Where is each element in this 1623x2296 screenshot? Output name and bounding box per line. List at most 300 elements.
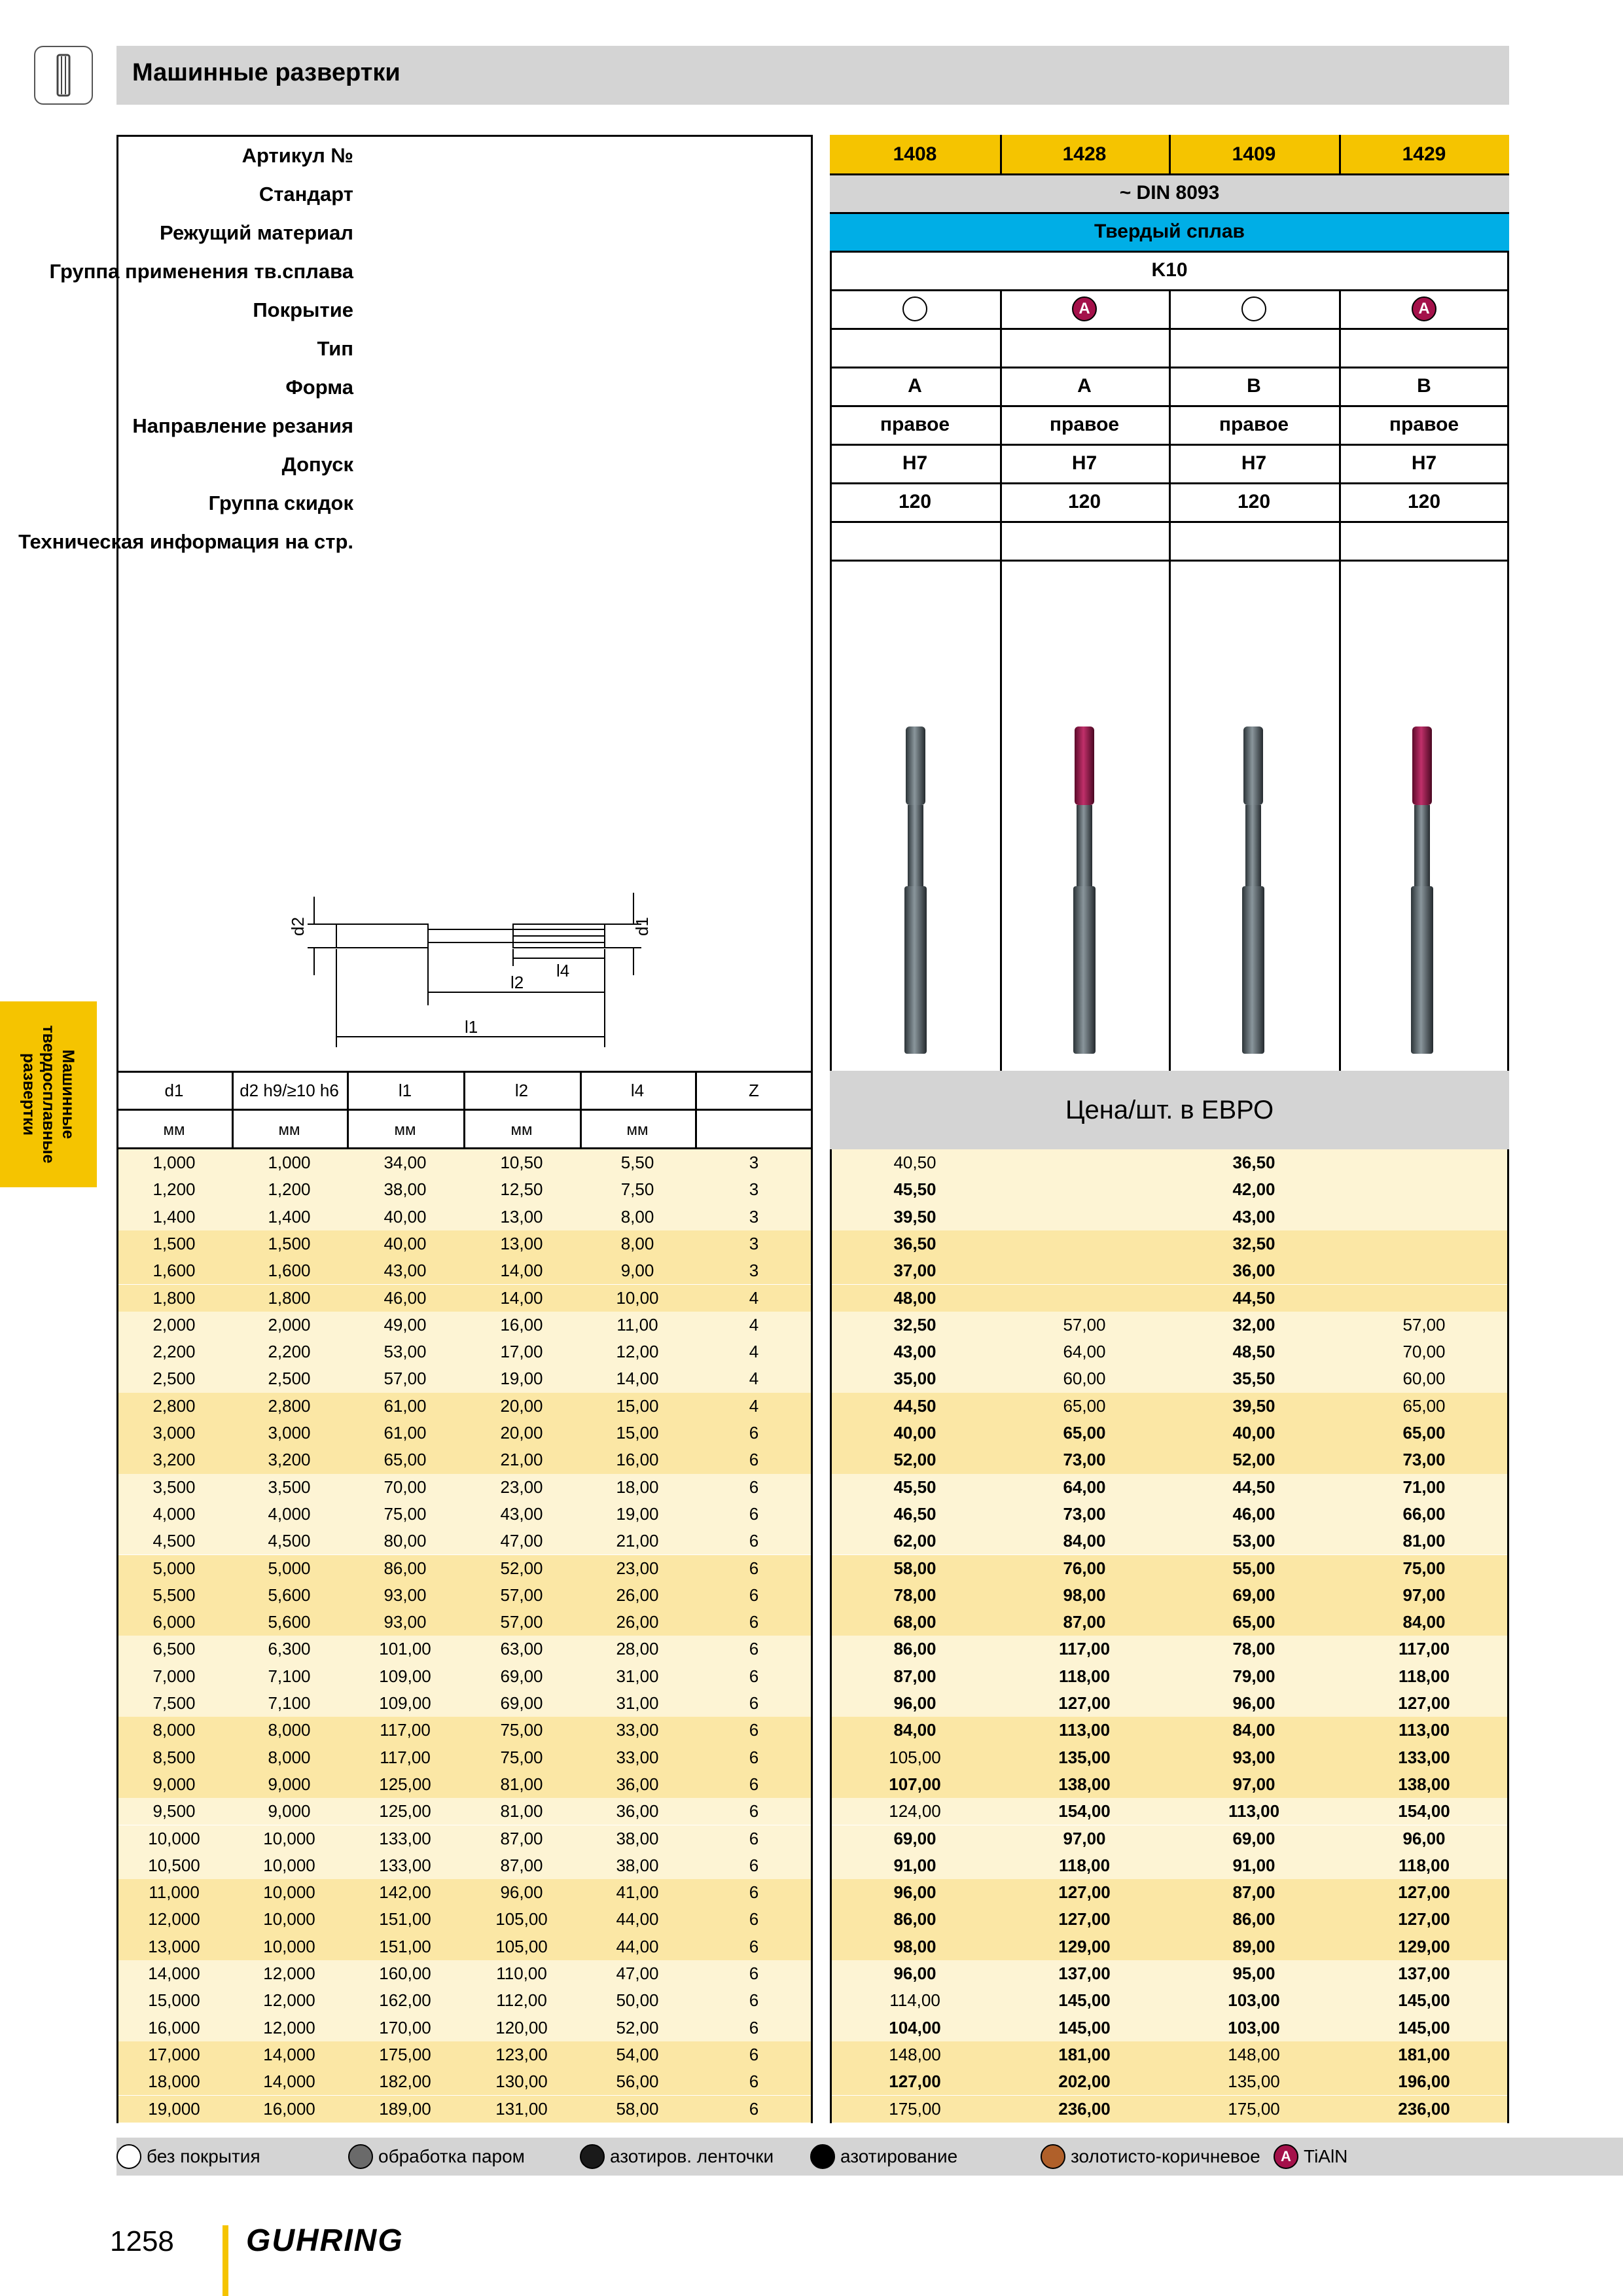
price-1408: 35,00: [893, 1369, 936, 1389]
cell-l1: 46,00: [383, 1287, 427, 1308]
cell-l2: 43,00: [500, 1503, 543, 1524]
column-unit: [695, 1111, 813, 1149]
coating-cell: [1169, 289, 1339, 328]
cell-z: 4: [749, 1314, 759, 1335]
discount-group-value: 120: [1067, 490, 1101, 512]
cell-d1: 3,500: [152, 1477, 196, 1497]
price-1428: 65,00: [1063, 1395, 1106, 1416]
cell-z: 6: [749, 1774, 759, 1794]
tool-image-1408: [904, 726, 927, 1054]
cell-d1: 16,000: [148, 2017, 200, 2037]
property-label: Техническая информация на стр.: [18, 530, 353, 553]
price-1409: 65,00: [1232, 1612, 1275, 1632]
price-1428: 154,00: [1058, 1801, 1111, 1821]
price-1428: [1026, 1257, 1143, 1284]
price-1428: 73,00: [1063, 1450, 1106, 1470]
cell-l2: 57,00: [500, 1585, 543, 1605]
cell-l2: 21,00: [500, 1450, 543, 1470]
cell-l4: 56,00: [616, 2072, 659, 2092]
cell-z: 6: [749, 1639, 759, 1659]
cell-l4: 11,00: [616, 1314, 658, 1335]
tool-image-1409: [1242, 726, 1264, 1054]
cell-l1: 65,00: [383, 1450, 427, 1470]
cell-d1: 3,000: [152, 1423, 196, 1443]
side-tab: [0, 1001, 97, 1187]
cell-d1: 2,200: [152, 1342, 196, 1362]
price-1409: 103,00: [1228, 2017, 1280, 2037]
property-label: Группа применения тв.сплава: [49, 260, 353, 283]
cell-d2: 5,600: [268, 1585, 311, 1605]
price-1428: 117,00: [1058, 1639, 1111, 1659]
tolerance-value: H7: [902, 452, 928, 474]
column-unit: мм: [163, 1121, 185, 1139]
cell-d1: 8,000: [152, 1720, 196, 1740]
cell-l1: 125,00: [379, 1774, 431, 1794]
price-1429: 60,00: [1402, 1369, 1446, 1389]
price-1409: 44,50: [1232, 1287, 1275, 1308]
cell-l4: 33,00: [616, 1720, 659, 1740]
cell-l4: 47,00: [616, 1964, 659, 1983]
legend-item: [580, 2144, 774, 2169]
price-1428: 145,00: [1058, 2017, 1111, 2037]
cell-l4: 31,00: [616, 1693, 659, 1713]
cell-d2: 10,000: [263, 1828, 315, 1848]
legend-item: [810, 2144, 957, 2169]
d2-label: d2: [288, 917, 308, 936]
article-1408: 1408: [893, 143, 937, 165]
cell-l4: 44,00: [616, 1909, 659, 1929]
cell-d1: 18,000: [148, 2072, 200, 2092]
cell-d1: 7,500: [152, 1693, 196, 1713]
cell-z: 6: [749, 1477, 759, 1497]
cell-z: 6: [749, 1693, 759, 1713]
cell-l4: 9,00: [620, 1261, 654, 1281]
column-unit: мм: [626, 1121, 649, 1139]
price-1408: 32,50: [893, 1314, 936, 1335]
cell-l1: 61,00: [383, 1423, 427, 1443]
price-1409: 135,00: [1228, 2072, 1280, 2092]
cell-d2: 9,000: [268, 1801, 311, 1821]
cell-l2: 17,00: [500, 1342, 543, 1362]
price-1408: 98,00: [893, 1936, 936, 1956]
cell-l1: 49,00: [383, 1314, 427, 1335]
cell-d1: 1,500: [152, 1233, 196, 1253]
property-label: Группа скидок: [208, 492, 353, 514]
price-1409: 95,00: [1232, 1964, 1275, 1983]
cell-l1: 86,00: [383, 1558, 427, 1578]
cell-l2: 19,00: [500, 1369, 543, 1389]
cell-l4: 8,00: [620, 1206, 654, 1227]
cell-l4: 26,00: [616, 1612, 659, 1632]
price-1408: 46,50: [893, 1503, 936, 1524]
price-1408: 40,50: [893, 1153, 936, 1172]
price-1428: 127,00: [1058, 1909, 1111, 1929]
cell-l2: 105,00: [495, 1936, 548, 1956]
property-label: Направление резания: [132, 414, 353, 437]
price-1428: [1026, 1149, 1143, 1176]
cell-d1: 19,000: [148, 2098, 200, 2119]
price-1428: 202,00: [1058, 2072, 1111, 2092]
price-1428: 113,00: [1058, 1720, 1111, 1740]
cell-z: 6: [749, 1747, 759, 1767]
legend-item: [1274, 2144, 1347, 2169]
price-1428: [1026, 1176, 1143, 1203]
price-1408: 114,00: [889, 1990, 940, 2011]
cell-d2: 10,000: [263, 1882, 315, 1903]
cell-d2: 16,000: [263, 2098, 315, 2119]
cell-d2: 1,500: [268, 1233, 311, 1253]
cell-l2: 52,00: [500, 1558, 543, 1578]
price-1429: 181,00: [1398, 2044, 1450, 2064]
cell-d2: 2,500: [268, 1369, 311, 1389]
price-1408: 96,00: [893, 1882, 936, 1903]
price-1409: 39,50: [1232, 1395, 1275, 1416]
column-header: Z: [749, 1081, 759, 1100]
price-1429: 96,00: [1402, 1828, 1446, 1848]
table-border: [811, 1149, 813, 2123]
cell-l1: 75,00: [383, 1503, 427, 1524]
price-1409: 91,00: [1232, 1855, 1275, 1875]
property-label: Артикул №: [241, 144, 353, 167]
direction-value: правое: [1389, 413, 1459, 435]
price-1409: 43,00: [1232, 1206, 1275, 1227]
price-1428: 65,00: [1063, 1423, 1106, 1443]
cell-z: 6: [749, 1855, 759, 1875]
price-1429: 118,00: [1398, 1855, 1450, 1875]
cell-l4: 44,00: [616, 1936, 659, 1956]
cell-l1: 43,00: [383, 1261, 427, 1281]
price-1428: 181,00: [1058, 2044, 1111, 2064]
cell-l1: 80,00: [383, 1531, 427, 1551]
price-1428: 60,00: [1063, 1369, 1106, 1389]
price-1408: 96,00: [893, 1693, 936, 1713]
cell-l2: 20,00: [500, 1395, 543, 1416]
cell-d1: 2,000: [152, 1314, 196, 1335]
price-1429: 127,00: [1398, 1693, 1450, 1713]
property-label: Покрытие: [253, 298, 353, 321]
discount-group-value: 120: [898, 490, 932, 512]
direction-value: правое: [1219, 413, 1289, 435]
uncoated-icon: [902, 296, 927, 321]
price-1409: 52,00: [1232, 1450, 1275, 1470]
discount-group-value: 120: [1407, 490, 1441, 512]
price-1409: 89,00: [1232, 1936, 1275, 1956]
cell-z: 3: [749, 1261, 759, 1281]
cell-z: 3: [749, 1153, 759, 1172]
tialn-coating-icon: A: [1412, 296, 1436, 321]
price-1429: 196,00: [1398, 2072, 1450, 2092]
cell-d1: 7,000: [152, 1666, 196, 1686]
cell-d1: 5,500: [152, 1585, 196, 1605]
cell-d2: 6,300: [268, 1639, 311, 1659]
cell-d2: 1,200: [268, 1179, 311, 1200]
price-1408: 43,00: [893, 1342, 936, 1362]
price-1409: 35,50: [1232, 1369, 1275, 1389]
cell-l1: 162,00: [379, 1990, 431, 2011]
cell-d2: 9,000: [268, 1774, 311, 1794]
cell-l4: 38,00: [616, 1855, 659, 1875]
price-1409: 84,00: [1232, 1720, 1275, 1740]
cell-d1: 2,500: [152, 1369, 196, 1389]
cell-d2: 10,000: [263, 1936, 315, 1956]
cell-l1: 38,00: [383, 1179, 427, 1200]
form-value: A: [908, 374, 922, 397]
cell-z: 6: [749, 1450, 759, 1470]
table-border: [1507, 1149, 1509, 2123]
price-1409: 93,00: [1232, 1747, 1275, 1767]
price-1408: 96,00: [893, 1964, 936, 1983]
cell-l2: 123,00: [495, 2044, 548, 2064]
cell-l1: 182,00: [379, 2072, 431, 2092]
legend-swatch-icon: [348, 2144, 373, 2169]
cell-l2: 57,00: [500, 1612, 543, 1632]
price-header: Цена/шт. в ЕВРО: [830, 1071, 1509, 1149]
cell-d2: 2,800: [268, 1395, 311, 1416]
cell-d1: 10,500: [148, 1855, 200, 1875]
price-1429: 145,00: [1398, 1990, 1450, 2011]
page-title: Машинные развертки: [132, 59, 401, 86]
price-1428: 64,00: [1063, 1477, 1106, 1497]
cell-z: 6: [749, 2098, 759, 2119]
price-1428: 76,00: [1063, 1558, 1106, 1578]
price-1408: 91,00: [893, 1855, 936, 1875]
article-1428: 1428: [1062, 143, 1107, 165]
price-1429: 145,00: [1398, 2017, 1450, 2037]
cell-l1: 101,00: [379, 1639, 431, 1659]
price-1429: 138,00: [1398, 1774, 1450, 1794]
cell-l4: 23,00: [616, 1558, 659, 1578]
cell-d2: 2,200: [268, 1342, 311, 1362]
cell-l1: 170,00: [379, 2017, 431, 2037]
cell-d1: 9,000: [152, 1774, 196, 1794]
cutting-material-value: Твердый сплав: [1094, 220, 1245, 242]
coating-cell: [830, 289, 1000, 328]
cell-l1: 70,00: [383, 1477, 427, 1497]
cell-z: 6: [749, 1585, 759, 1605]
price-1429: 70,00: [1402, 1342, 1446, 1362]
price-1409: 79,00: [1232, 1666, 1275, 1686]
cell-l1: 34,00: [383, 1153, 427, 1172]
cell-l4: 38,00: [616, 1828, 659, 1848]
legend-swatch-icon: A: [1274, 2144, 1298, 2169]
cell-z: 4: [749, 1287, 759, 1308]
cell-l4: 12,00: [616, 1342, 659, 1362]
cell-l2: 131,00: [495, 2098, 548, 2119]
coating-cell: [1339, 289, 1509, 328]
cell-z: 3: [749, 1233, 759, 1253]
price-1429: [1365, 1176, 1483, 1203]
price-1409: 69,00: [1232, 1585, 1275, 1605]
legend-item: [348, 2144, 525, 2169]
price-1429: [1365, 1285, 1483, 1312]
cell-d1: 8,500: [152, 1747, 196, 1767]
cell-z: 3: [749, 1206, 759, 1227]
price-1408: 124,00: [889, 1801, 941, 1821]
cell-z: 6: [749, 1801, 759, 1821]
cell-l4: 54,00: [616, 2044, 659, 2064]
cell-l2: 87,00: [500, 1828, 543, 1848]
tool-images: [830, 707, 1509, 1071]
page-number: 1258: [110, 2225, 174, 2257]
brand-name: GUHRING: [246, 2223, 404, 2258]
cell-l2: 130,00: [495, 2072, 548, 2092]
cell-l2: 69,00: [500, 1693, 543, 1713]
column-unit: мм: [394, 1121, 416, 1139]
price-1408: 87,00: [893, 1666, 936, 1686]
cell-l4: 36,00: [616, 1801, 659, 1821]
price-1429: 66,00: [1402, 1503, 1446, 1524]
cell-z: 6: [749, 1558, 759, 1578]
tool-image-1428: [1073, 726, 1096, 1054]
cell-l4: 19,00: [616, 1503, 659, 1524]
cell-l1: 160,00: [379, 1964, 431, 1983]
price-1409: 87,00: [1232, 1882, 1275, 1903]
cell-l2: 87,00: [500, 1855, 543, 1875]
cell-l2: 13,00: [500, 1206, 543, 1227]
cell-l1: 93,00: [383, 1585, 427, 1605]
cell-l2: 105,00: [495, 1909, 548, 1929]
cell-z: 6: [749, 1909, 759, 1929]
price-1428: [1026, 1285, 1143, 1312]
price-1409: 53,00: [1232, 1531, 1275, 1551]
price-1409: 175,00: [1228, 2098, 1280, 2119]
cell-d1: 1,000: [152, 1153, 196, 1172]
price-1409: 48,50: [1232, 1342, 1275, 1362]
cell-d1: 6,000: [152, 1612, 196, 1632]
cell-d1: 13,000: [148, 1936, 200, 1956]
price-1428: 84,00: [1063, 1531, 1106, 1551]
cell-l2: 69,00: [500, 1666, 543, 1686]
legend-swatch-icon: [810, 2144, 835, 2169]
price-1429: 127,00: [1398, 1909, 1450, 1929]
cell-l1: 109,00: [379, 1666, 431, 1686]
cell-l2: 75,00: [500, 1720, 543, 1740]
cell-l1: 61,00: [383, 1395, 427, 1416]
cell-z: 6: [749, 1828, 759, 1848]
tool-logo-icon: [35, 47, 92, 103]
price-1428: 98,00: [1063, 1585, 1106, 1605]
cell-l4: 31,00: [616, 1666, 659, 1686]
price-1409: 44,50: [1232, 1477, 1275, 1497]
price-1429: 97,00: [1402, 1585, 1446, 1605]
cell-d2: 12,000: [263, 2017, 315, 2037]
legend-item: [116, 2144, 260, 2169]
form-value: B: [1247, 374, 1261, 397]
cell-l1: 133,00: [379, 1855, 431, 1875]
price-1429: 73,00: [1402, 1450, 1446, 1470]
price-1429: 133,00: [1398, 1747, 1450, 1767]
price-1428: 97,00: [1063, 1828, 1106, 1848]
price-1408: 44,50: [893, 1395, 936, 1416]
cell-l2: 10,50: [500, 1153, 543, 1172]
d1-label: d1: [632, 917, 652, 936]
brand-logo: [34, 46, 93, 105]
price-1429: 129,00: [1398, 1936, 1450, 1956]
price-1409: 97,00: [1232, 1774, 1275, 1794]
price-1408: 62,00: [893, 1531, 936, 1551]
cell-l1: 53,00: [383, 1342, 427, 1362]
legend-swatch-icon: [580, 2144, 605, 2169]
table-border: [116, 1149, 118, 2123]
price-1409: 148,00: [1228, 2044, 1280, 2064]
form-value: B: [1417, 374, 1431, 397]
price-1428: 137,00: [1058, 1964, 1111, 1983]
cell-d2: 1,400: [268, 1206, 311, 1227]
column-header: l1: [398, 1081, 412, 1100]
price-1408: 39,50: [893, 1206, 936, 1227]
cell-l2: 63,00: [500, 1639, 543, 1659]
property-label: Стандарт: [259, 183, 353, 206]
cell-d1: 14,000: [148, 1964, 200, 1983]
cell-z: 6: [749, 1666, 759, 1686]
cell-d1: 1,400: [152, 1206, 196, 1227]
tolerance-value: H7: [1241, 452, 1267, 474]
column-unit: мм: [510, 1121, 533, 1139]
cell-l4: 58,00: [616, 2098, 659, 2119]
price-1409: 42,00: [1232, 1179, 1275, 1200]
column-unit: мм: [278, 1121, 300, 1139]
price-1409: 46,00: [1232, 1503, 1275, 1524]
cell-l2: 110,00: [496, 1964, 547, 1983]
cell-d2: 5,600: [268, 1612, 311, 1632]
discount-group-value: 120: [1237, 490, 1271, 512]
cell-l2: 81,00: [500, 1774, 543, 1794]
cell-z: 6: [749, 2044, 759, 2064]
cell-l2: 14,00: [500, 1287, 543, 1308]
price-1429: 137,00: [1398, 1964, 1450, 1983]
price-1408: 84,00: [893, 1720, 936, 1740]
price-1428: 87,00: [1063, 1612, 1106, 1632]
tolerance-value: H7: [1411, 452, 1437, 474]
cell-l4: 16,00: [616, 1450, 659, 1470]
price-1408: 36,50: [893, 1233, 936, 1253]
price-1409: 40,00: [1232, 1423, 1275, 1443]
cell-z: 4: [749, 1369, 759, 1389]
price-1408: 48,00: [893, 1287, 936, 1308]
price-1429: 117,00: [1398, 1639, 1450, 1659]
cell-d2: 2,000: [268, 1314, 311, 1335]
price-1428: 73,00: [1063, 1503, 1106, 1524]
cell-d2: 1,600: [268, 1261, 311, 1281]
price-1408: 78,00: [893, 1585, 936, 1605]
cell-d2: 4,500: [268, 1531, 311, 1551]
cell-z: 6: [749, 1936, 759, 1956]
cell-l2: 47,00: [500, 1531, 543, 1551]
article-1409: 1409: [1232, 143, 1276, 165]
table-border: [830, 1149, 832, 2123]
cell-d2: 10,000: [263, 1909, 315, 1929]
cell-l2: 13,00: [500, 1233, 543, 1253]
cell-d2: 10,000: [263, 1855, 315, 1875]
column-header: l4: [630, 1081, 645, 1100]
uncoated-icon: [1241, 296, 1266, 321]
cell-l4: 28,00: [616, 1639, 659, 1659]
legend-swatch-icon: [116, 2144, 141, 2169]
cell-d1: 10,000: [148, 1828, 200, 1848]
cell-l1: 40,00: [383, 1233, 427, 1253]
price-1408: 58,00: [893, 1558, 936, 1578]
cell-d2: 7,100: [268, 1666, 311, 1686]
cell-d2: 12,000: [263, 1964, 315, 1983]
cell-d2: 5,000: [268, 1558, 311, 1578]
cell-d2: 7,100: [268, 1693, 311, 1713]
price-1408: 45,50: [893, 1179, 936, 1200]
cell-l1: 93,00: [383, 1612, 427, 1632]
price-1409: 69,00: [1232, 1828, 1275, 1848]
price-1408: 69,00: [893, 1828, 936, 1848]
price-1409: 32,00: [1232, 1314, 1275, 1335]
cell-d2: 8,000: [268, 1720, 311, 1740]
